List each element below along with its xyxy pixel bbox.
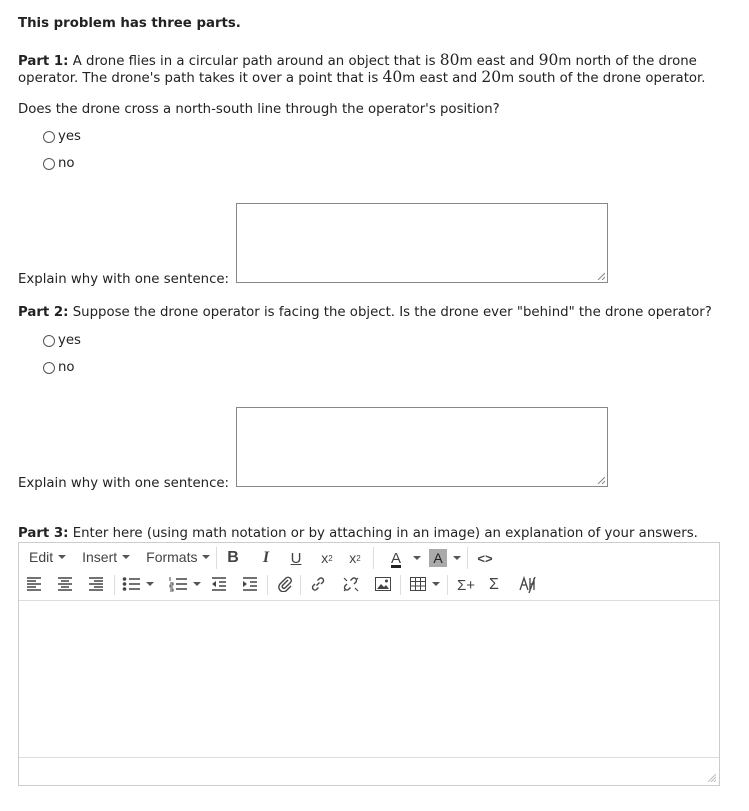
toolbar-divider <box>467 547 468 569</box>
align-center-icon[interactable] <box>57 576 73 592</box>
part3-label: Part 3: <box>18 526 69 541</box>
attachment-icon[interactable] <box>277 576 293 592</box>
equation-plus-button[interactable]: Σ+ <box>456 576 476 594</box>
subscript-button[interactable]: x 2 <box>321 550 333 566</box>
align-right-icon[interactable] <box>88 576 104 592</box>
radio-button[interactable] <box>43 335 55 347</box>
part1-option-no[interactable]: no <box>43 156 75 171</box>
resize-grip-icon[interactable] <box>597 476 605 484</box>
outdent-icon[interactable] <box>211 576 227 592</box>
toolbar-divider <box>373 547 374 569</box>
resize-grip-icon[interactable] <box>708 774 716 782</box>
radio-button[interactable] <box>43 158 55 170</box>
part2-option-yes[interactable]: yes <box>43 333 81 348</box>
bullet-list-icon[interactable] <box>122 576 140 592</box>
chevron-down-icon <box>202 555 210 559</box>
numbered-list-icon[interactable] <box>169 576 187 592</box>
toolbar-divider <box>447 575 448 595</box>
text-color-button[interactable]: A <box>390 549 401 567</box>
toolbar-divider <box>300 575 301 595</box>
underline-button[interactable]: U <box>290 549 302 567</box>
table-icon[interactable] <box>410 577 426 591</box>
insert-link-icon[interactable] <box>310 576 326 592</box>
chevron-down-icon <box>413 556 421 560</box>
italic-button[interactable]: I <box>262 549 270 566</box>
part1-option-yes[interactable]: yes <box>43 129 81 144</box>
chevron-down-icon <box>432 582 440 586</box>
part2-option-no[interactable]: no <box>43 360 75 375</box>
menu-formats[interactable]: Formats <box>146 549 210 565</box>
toolbar-divider <box>400 575 401 595</box>
editor-content-area[interactable] <box>19 600 719 758</box>
rich-text-editor <box>18 542 720 786</box>
part2-text: Part 2: Suppose the drone operator is facing the object. Is the drone ever "behind" the drone operator? <box>18 305 712 320</box>
menu-insert[interactable]: Insert <box>82 549 130 565</box>
background-color-dropdown[interactable] <box>447 547 461 569</box>
table-dropdown[interactable] <box>427 576 439 592</box>
chevron-down-icon <box>193 582 201 586</box>
bold-button[interactable]: B <box>227 549 239 566</box>
source-code-button[interactable]: <> <box>477 550 493 566</box>
part3-text: Part 3: Enter here (using math notation or by attaching in an image) an explanation of your answers. <box>18 526 698 541</box>
editor-menubar <box>19 543 226 571</box>
part1-explain-label: Explain why with one sentence: <box>18 272 230 287</box>
part2-label: Part 2: <box>18 305 69 320</box>
superscript-button[interactable]: x 2 <box>349 550 361 566</box>
indent-icon[interactable] <box>242 576 258 592</box>
part2-explain-label: Explain why with one sentence: <box>18 476 230 491</box>
menu-edit[interactable]: Edit <box>29 549 66 565</box>
part1-text-line2: operator. The drone's path takes it over a point that is 40m east and 20m south of the drone operator. <box>18 68 706 86</box>
numbered-list-dropdown[interactable] <box>188 576 200 592</box>
align-left-icon[interactable] <box>26 576 42 592</box>
text-color-dropdown[interactable] <box>407 547 421 569</box>
part1-explain-textarea[interactable] <box>236 203 608 283</box>
equation-button[interactable]: Σ <box>489 576 499 593</box>
resize-grip-icon[interactable] <box>597 272 605 280</box>
toolbar-divider <box>216 547 217 569</box>
background-color-button[interactable]: A <box>429 549 447 567</box>
part1-text-line1: Part 1: A drone flies in a circular path around an object that is 80m east and 90m north of the drone <box>18 51 697 69</box>
chevron-down-icon <box>122 555 130 559</box>
chevron-down-icon <box>58 555 66 559</box>
remove-link-icon[interactable] <box>342 576 360 592</box>
toolbar-divider <box>267 575 268 595</box>
bullet-list-dropdown[interactable] <box>141 576 153 592</box>
chevron-down-icon <box>146 582 154 586</box>
part1-label: Part 1: <box>18 54 69 69</box>
chevron-down-icon <box>453 556 461 560</box>
problem-intro: This problem has three parts. <box>18 16 241 31</box>
insert-image-icon[interactable] <box>375 577 391 591</box>
editor-statusbar <box>19 757 719 786</box>
radio-button[interactable] <box>43 362 55 374</box>
part2-explain-textarea[interactable] <box>236 407 608 487</box>
part1-question: Does the drone cross a north-south line through the operator's position? <box>18 102 500 117</box>
toolbar-divider <box>114 575 115 595</box>
radio-button[interactable] <box>43 131 55 143</box>
chemistry-icon[interactable] <box>519 576 537 594</box>
